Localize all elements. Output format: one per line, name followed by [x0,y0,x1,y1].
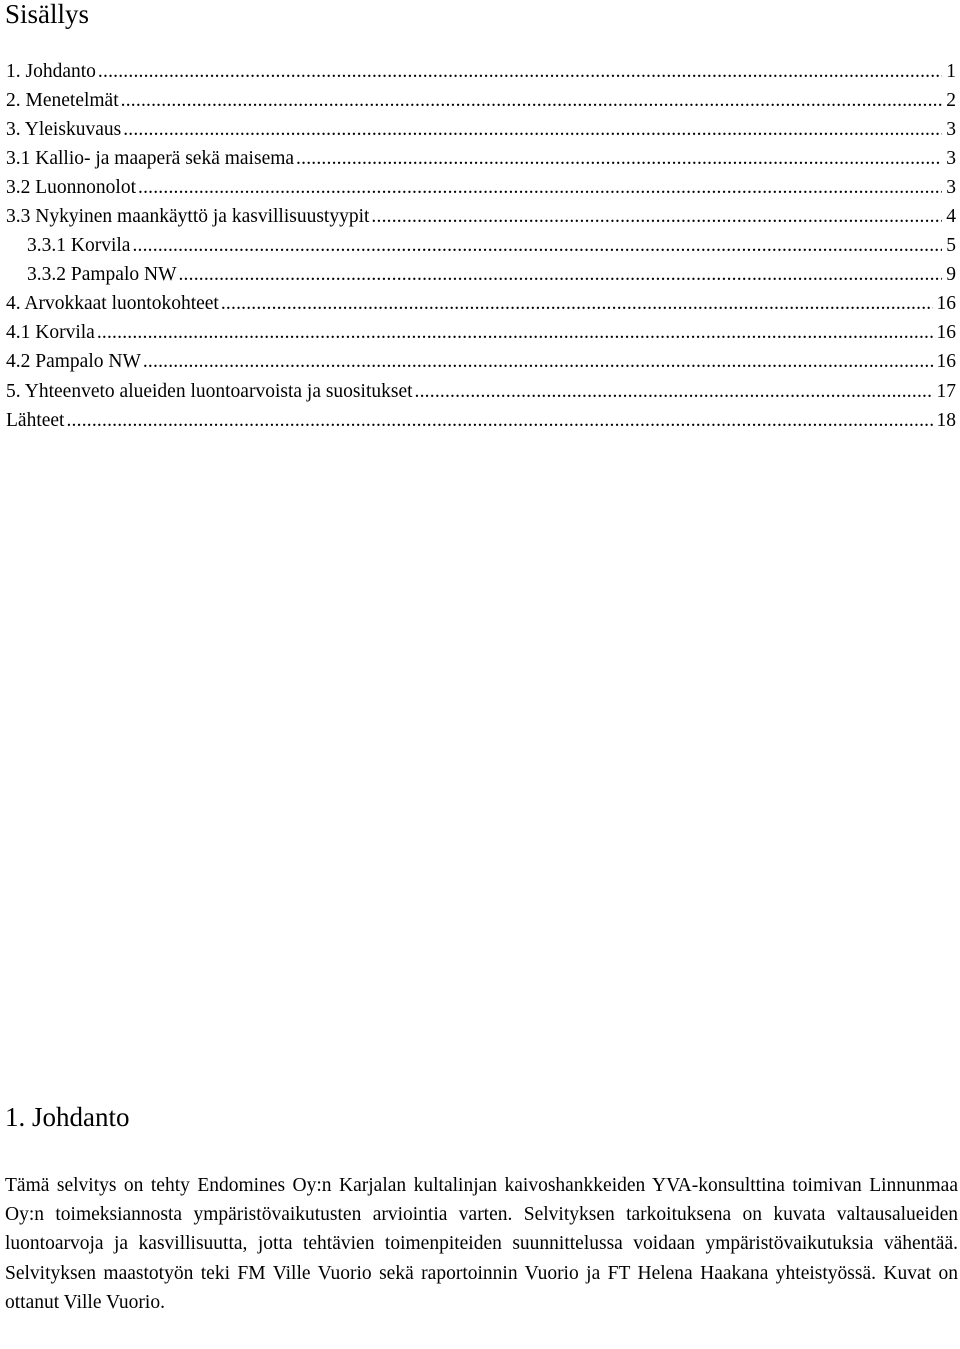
toc-leader-dots [138,176,942,200]
toc-entry[interactable] [0,173,960,202]
toc-entry-page-number: 18 [933,409,957,433]
toc-entry[interactable] [0,232,960,261]
toc-entry[interactable] [0,202,960,231]
toc-entry-title: 3.3 Nykyinen maankäyttö ja kasvillisuustyypit [6,206,370,228]
toc-entry-title: 4.1 Korvila [6,322,95,344]
toc-entry-title: 3.3.1 Korvila [27,235,131,257]
toc-entry-page-number: 3 [942,176,956,200]
table-of-contents [0,57,960,435]
toc-entry-page-number: 3 [942,118,956,142]
toc-entry-page-number: 16 [933,321,957,345]
toc-leader-dots [371,205,942,229]
toc-entry-title: 3.2 Luonnonolot [6,176,136,198]
toc-leader-dots [121,89,943,113]
toc-entry-page-number: 17 [933,380,957,404]
toc-entry-title: 5. Yhteenveto alueiden luontoarvoista ja suositukset [6,380,413,402]
toc-entry[interactable] [0,144,960,173]
toc-leader-dots [97,321,933,345]
toc-entry-page-number: 9 [942,263,956,287]
toc-entry-page-number: 16 [933,292,957,316]
intro-paragraph: Tämä selvitys on tehty Endomines Oy:n Karjalan kultalinjan kaivoshankkeiden YVA-konsulttina toimivan Linnunmaa Oy:n toimeksiannosta ympäristövaikutusten arviointia varten. Selvityksen tarkoituksena on kuvata valtausalueiden luontoarvoja ja kasvillisuutta, jotta tehtävien toimenpiteiden suunnittelussa voidaan ympäristövaikutuksia vähentää. Selvityksen maastotyön teki FM Ville Vuorio sekä raportoinnin Vuorio ja FT Helena Haakana yhteistyössä. Kuvat on ottanut Ville Vuorio. [5,1175,958,1313]
section-heading-johdanto: 1. Johdanto [5,1102,130,1132]
toc-leader-dots [98,60,942,84]
toc-leader-dots [178,263,942,287]
toc-entry-title: 3.3.2 Pampalo NW [27,264,177,286]
toc-entry-title: 3.1 Kallio- ja maaperä sekä maisema [6,147,295,169]
toc-entry-page-number: 5 [942,234,956,258]
toc-leader-dots [132,234,942,258]
toc-entry[interactable] [0,115,960,144]
toc-leader-dots [296,147,942,171]
toc-entry-title: 4. Arvokkaat luontokohteet [6,293,219,315]
toc-leader-dots [123,118,942,142]
toc-entry[interactable] [0,86,960,115]
toc-leader-dots [66,409,932,433]
toc-leader-dots [415,380,933,404]
toc-entry[interactable] [0,57,960,86]
toc-entry[interactable] [0,377,960,406]
toc-entry-title: 1. Johdanto [6,60,96,82]
toc-entry-page-number: 4 [942,205,956,229]
toc-entry[interactable] [0,348,960,377]
toc-entry-page-number: 2 [942,89,956,113]
toc-leader-dots [143,350,933,374]
toc-entry-title: 2. Menetelmät [6,89,119,111]
toc-entry[interactable] [0,261,960,290]
toc-entry[interactable] [0,406,960,435]
toc-entry-title: 4.2 Pampalo NW [6,351,141,373]
toc-entry-page-number: 1 [942,60,956,84]
toc-entry-page-number: 3 [942,147,956,171]
toc-entry-title: 3. Yleiskuvaus [6,118,122,140]
toc-entry[interactable] [0,319,960,348]
toc-entry-page-number: 16 [933,350,957,374]
toc-entry[interactable] [0,290,960,319]
toc-entry-title: Lähteet [6,409,65,431]
toc-leader-dots [221,292,933,316]
toc-heading: Sisällys [5,0,90,29]
